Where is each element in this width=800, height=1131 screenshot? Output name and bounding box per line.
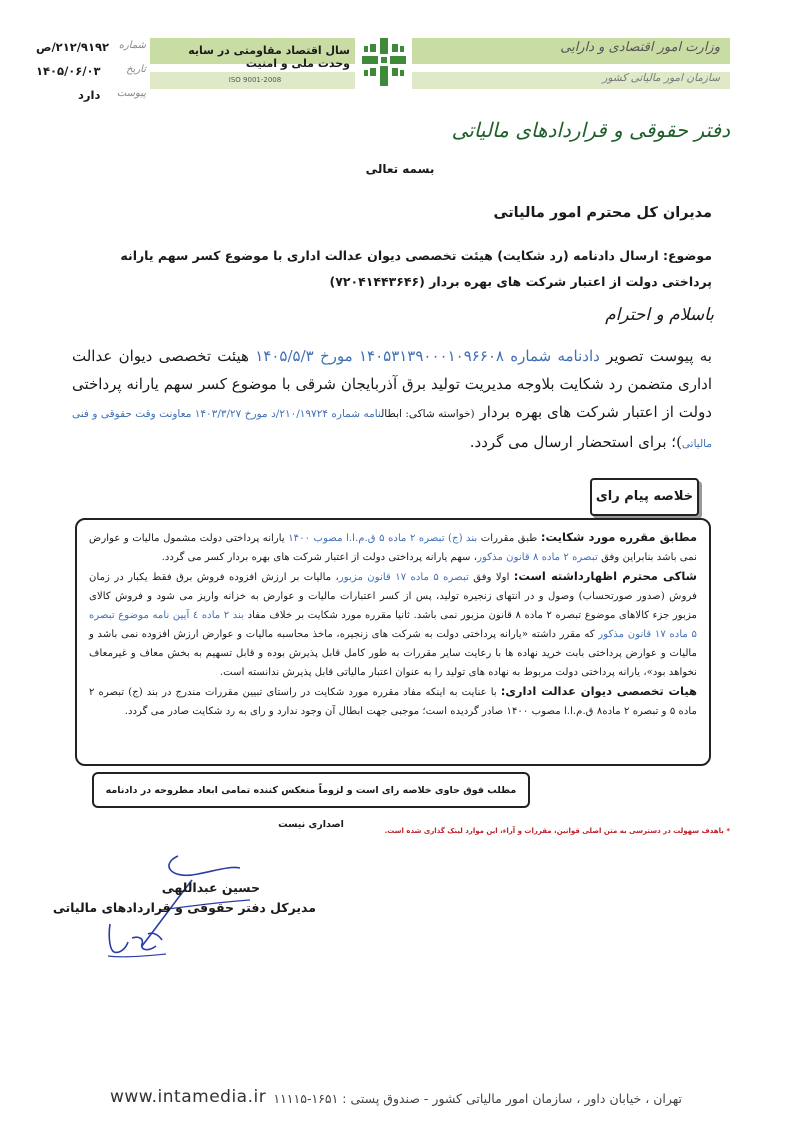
- office-title: دفتر حقوقی و قراردادهای مالیاتی: [451, 118, 730, 142]
- letter-number-label: شماره: [118, 40, 146, 51]
- plaintiff-text-c: که مقرر داشته «یارانه پرداختی دولت به شرکت های زنجیره، ماخذ محاسبه مالیات و عوارض ارزش افزوده نمی باشد و مالیات و عوارض پرداختی بابت خرید نهاده ها با رعایت سایر مقررات به طور کامل قابل پذیرش بوده و قابل تسهیم به بخش معاف و غیرمعاف نخواهد بود»، یارانه پرداختی دولت مربوط به نهاده های تولید را به عنوان اعتبار مالیاتی قابل پذیرش ندانسته است.: [89, 629, 697, 678]
- plaintiff-text-b: ، مالیات بر ارزش افزوده فروش برق فقط یکبار در زمان فروش (صدور صورتحساب) وصول و در انتهای زنجیره تولید، پس از کسر اعتبارات مالیات و عوارض به خزانه واریز می شود و فروش کالای مزبور جزء کالاهای موضوع تبصره ۲ ماده ۸ قانون مزبور نمی باشد. ثانیا مقرره مورد شکایت بر خلاف مفاد: [89, 572, 697, 621]
- bismillah: بسمه تعالی: [365, 162, 435, 176]
- tax-organization-logo: [358, 34, 410, 90]
- handwritten-initials: [104, 916, 170, 960]
- letter-date: ۱۴۰۵/۰۶/۰۳: [36, 64, 101, 78]
- footer-website[interactable]: www.intamedia.ir: [110, 1087, 267, 1107]
- court-text: با عنایت به اینکه مفاد مقرره مورد شکایت در راستای تبیین مقررات مندرج در بند (ج) تبصره ۲ ماده ۵ و تبصره ۲ ماده۸ ق.م.ا.ا مصوب ۱۴۰۰ صادر گردیده است؛ موجبی جهت ابطال آن وجود ندارد و رای به رد شکایت صادر می گردد.: [89, 687, 697, 717]
- paragraph-intro: به پیوست تصویر: [606, 347, 712, 365]
- attachment-label: پیوست: [116, 88, 146, 99]
- court-title: هیات تخصصی دیوان عدالت اداری:: [500, 684, 698, 698]
- attachment-row: [36, 88, 146, 108]
- regulation-link-1[interactable]: بند (ج) تبصره ۲ ماده ۵ ق.م.ا.ا مصوب ۱۴۰۰: [288, 533, 478, 544]
- letter-paragraph: [72, 342, 712, 458]
- signatory-title: مدیرکل دفتر حقوقی و قراردادهای مالیاتی: [52, 900, 316, 915]
- footer-address: تهران ، خیابان داور ، سازمان امور مالیاتی کشور - صندوق پستی : ۱۶۵۱-۱۱۱۱۵: [273, 1091, 682, 1106]
- regulation-text-c: ، سهم یارانه پرداختی دولت از اعتبار شرکت های بهره بردار کسر می گردد.: [161, 552, 478, 563]
- signatory-name: حسین عبداللهی: [161, 880, 260, 895]
- recipient: مدیران کل محترم امور مالیاتی: [493, 205, 712, 221]
- salutation: باسلام و احترام: [605, 305, 714, 325]
- subject: موضوع: ارسال دادنامه (رد شکایت) هیئت تخصصی دیوان عدالت اداری با موضوع کسر سهم یارانه پرداختی دولت از اعتبار شرکت های بهره بردار (۷۲۰۴۱۴۴۳۶۴۶): [120, 248, 712, 289]
- regulation-title: مطابق مقرره مورد شکایت:: [540, 530, 698, 544]
- ministry-name: وزارت امور اقتصادی و دارایی: [560, 40, 720, 55]
- plaintiff-text-a: اولا وفق: [473, 572, 510, 583]
- summary-section-plaintiff: [89, 567, 697, 682]
- letter-date-label: تاریخ: [126, 64, 146, 75]
- letter-number-row: [36, 40, 146, 60]
- petition-letter-link[interactable]: نامه شماره ۲۱۰/۱۹۷۲۴/د مورخ ۱۴۰۳/۳/۲۷ معاونت وقت حقوقی و فنی مالیاتی: [72, 408, 712, 450]
- summary-tab: خلاصه پیام رای: [590, 478, 699, 516]
- plaintiff-title: شاکی محترم اظهارداشته است:: [513, 569, 697, 583]
- summary-disclaimer: مطلب فوق حاوی خلاصه رای است و لزوماً منعکس کننده تمامی ابعاد مطروحه در دادنامه اصداری نیست: [92, 772, 530, 808]
- regulation-text-b: یارانه پرداختی دولت مشمول مالیات و عوارض نمی باشد بنابراین وفق: [89, 533, 697, 563]
- summary-section-court: [89, 682, 697, 721]
- letter-date-row: [36, 64, 146, 84]
- links-notice: * باهدف سهولت در دسترسی به متن اصلی قوانین، مقررات و آراء، این موارد لینک گذاری شده است.: [384, 827, 730, 835]
- letter-number: ۲۱۲/۹۱۹۲/ص: [36, 40, 110, 54]
- summary-box: [75, 518, 711, 766]
- paragraph-body2: برای استحضار ارسال می گردد.: [469, 433, 667, 451]
- iso-certification: ISO 9001-2008: [228, 76, 282, 84]
- regulation-text-a: طبق مقررات: [480, 533, 538, 544]
- petition-intro: (خواسته شاکی: ابطال: [381, 408, 475, 420]
- paragraph-body1: هیئت تخصصی دیوان عدالت اداری متضمن رد شکایت بلاوجه مدیریت تولید برق آذربایجان شرقی با موضوع کسر سهم یارانه پرداختی دولت از اعتبار شرکت های بهره بردار: [72, 347, 712, 421]
- ruling-link[interactable]: دادنامه شماره ۱۴۰۵۳۱۳۹۰۰۰۱۰۹۶۶۰۸ مورخ ۱۴۰۵/۵/۳: [255, 347, 600, 365]
- attachment-value: دارد: [78, 88, 101, 102]
- plaintiff-link-2[interactable]: بند ۲ ماده ٤ آیین نامه موضوع تبصره ۵ ماده ۱۷ قانون مذکور: [89, 610, 697, 640]
- petition-close: )؛: [671, 433, 682, 451]
- summary-section-regulation: [89, 528, 697, 567]
- regulation-link-2[interactable]: تبصره ۲ ماده ۸ قانون مذکور: [477, 552, 598, 563]
- plaintiff-link-1[interactable]: تبصره ۵ ماده ۱۷ قانون مزبور: [338, 572, 469, 583]
- organization-name: سازمان امور مالیاتی کشور: [602, 72, 720, 84]
- year-slogan: سال اقتصاد مقاومتی در سایه وحدت ملی و امنیت: [188, 44, 350, 70]
